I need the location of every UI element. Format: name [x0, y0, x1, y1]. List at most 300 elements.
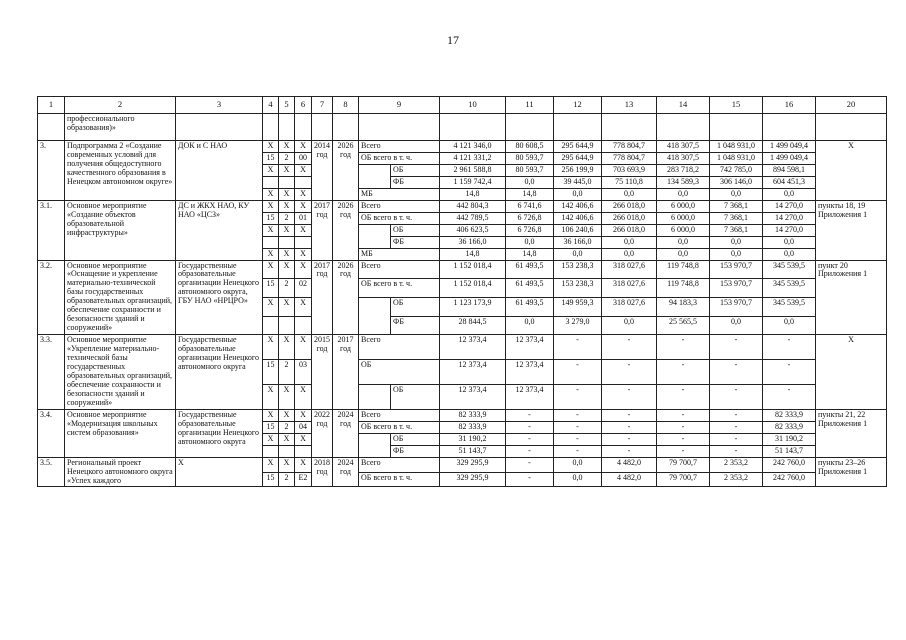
year-start: 2014 год — [312, 141, 333, 201]
section-note: Х — [816, 335, 887, 410]
section-number: 3.2. — [38, 260, 65, 335]
source-label: ОБ всего в т. ч. — [359, 472, 440, 487]
code-b: 2 — [279, 152, 295, 164]
value-cell: - — [710, 433, 763, 445]
value-cell: 4 121 331,2 — [440, 152, 506, 164]
value-cell: 6 741,6 — [506, 200, 554, 212]
source-spacer — [359, 297, 391, 316]
value-cell: 119 748,8 — [657, 279, 710, 298]
section-note: Х — [816, 141, 887, 201]
value-cell: - — [554, 433, 602, 445]
empty-cell — [359, 114, 440, 141]
code-a: Х — [263, 188, 279, 200]
value-cell: 1 499 049,4 — [763, 152, 816, 164]
code-a: Х — [263, 433, 279, 445]
value-cell: - — [710, 384, 763, 409]
code-a — [263, 316, 279, 335]
value-cell: - — [710, 335, 763, 360]
code-a: Х — [263, 409, 279, 421]
source-label: ОБ — [391, 297, 440, 316]
value-cell: 418 307,5 — [657, 141, 710, 153]
value-cell: 12 373,4 — [440, 360, 506, 385]
code-a: Х — [263, 457, 279, 472]
value-cell: - — [554, 445, 602, 457]
value-cell: 82 333,9 — [440, 409, 506, 421]
value-cell: - — [657, 421, 710, 433]
value-cell: 79 700,7 — [657, 472, 710, 487]
value-cell: 3 279,0 — [554, 316, 602, 335]
source-spacer — [359, 384, 391, 409]
code-b: Х — [279, 164, 295, 176]
code-c: 00 — [295, 152, 312, 164]
code-b: Х — [279, 141, 295, 153]
value-cell: - — [602, 445, 657, 457]
section-executor: Государственные образовательные организации Ненецкого автономного округа — [176, 409, 263, 457]
header-cell: 12 — [554, 97, 602, 114]
source-label: ФБ — [391, 445, 440, 457]
value-cell: 442 789,5 — [440, 212, 506, 224]
value-cell: 0,0 — [710, 236, 763, 248]
value-cell: 0,0 — [710, 188, 763, 200]
header-row — [38, 97, 887, 114]
value-cell: 0,0 — [602, 248, 657, 260]
value-cell: 1 152 018,4 — [440, 279, 506, 298]
source-label: ОБ — [391, 433, 440, 445]
source-spacer — [359, 236, 391, 248]
value-cell: 14 270,0 — [763, 224, 816, 236]
value-cell: 51 143,7 — [763, 445, 816, 457]
code-c — [295, 316, 312, 335]
value-cell: - — [710, 409, 763, 421]
value-cell: 0,0 — [763, 236, 816, 248]
value-cell: - — [554, 335, 602, 360]
source-label: ФБ — [391, 316, 440, 335]
value-cell: 6 726,8 — [506, 212, 554, 224]
value-cell: 0,0 — [602, 316, 657, 335]
value-cell: 14 270,0 — [763, 200, 816, 212]
header-cell: 13 — [602, 97, 657, 114]
section-note: пункты 18, 19 Приложения 1 — [816, 200, 887, 260]
header-cell: 20 — [816, 97, 887, 114]
code-c: Х — [295, 409, 312, 421]
code-c: Х — [295, 164, 312, 176]
empty-cell — [263, 114, 279, 141]
header-cell: 8 — [333, 97, 359, 114]
value-cell: - — [506, 457, 554, 472]
value-cell: 12 373,4 — [440, 335, 506, 360]
empty-cell — [602, 114, 657, 141]
header-cell: 4 — [263, 97, 279, 114]
header-cell: 9 — [359, 97, 440, 114]
value-cell: - — [602, 421, 657, 433]
code-c: 03 — [295, 360, 312, 385]
value-cell: - — [554, 409, 602, 421]
table-row — [38, 260, 887, 279]
value-cell: 283 718,2 — [657, 164, 710, 176]
code-b: Х — [279, 188, 295, 200]
value-cell: 1 048 931,0 — [710, 141, 763, 153]
value-cell: 12 373,4 — [506, 384, 554, 409]
source-spacer — [359, 316, 391, 335]
value-cell: 1 499 049,4 — [763, 141, 816, 153]
code-a: Х — [263, 141, 279, 153]
value-cell: 778 804,7 — [602, 152, 657, 164]
value-cell: 153 970,7 — [710, 260, 763, 279]
value-cell: 7 368,1 — [710, 200, 763, 212]
value-cell: 142 406,6 — [554, 200, 602, 212]
header-cell: 10 — [440, 97, 506, 114]
continuation-row — [38, 114, 887, 141]
header-cell: 5 — [279, 97, 295, 114]
value-cell: 318 027,6 — [602, 279, 657, 298]
section-number: 3.3. — [38, 335, 65, 410]
value-cell: 0,0 — [710, 316, 763, 335]
code-a — [263, 236, 279, 248]
value-cell: 0,0 — [657, 248, 710, 260]
value-cell: 51 143,7 — [440, 445, 506, 457]
source-spacer — [359, 433, 391, 445]
code-a: Х — [263, 384, 279, 409]
empty-cell — [176, 114, 263, 141]
year-start: 2017 год — [312, 260, 333, 335]
value-cell: 0,0 — [657, 188, 710, 200]
code-a: Х — [263, 248, 279, 260]
code-a: Х — [263, 224, 279, 236]
year-end: 2024 год — [333, 409, 359, 457]
value-cell: 0,0 — [763, 188, 816, 200]
code-a: 15 — [263, 212, 279, 224]
source-label: Всего — [359, 260, 440, 279]
value-cell: 80 593,7 — [506, 152, 554, 164]
value-cell: 14,8 — [440, 248, 506, 260]
value-cell: 7 368,1 — [710, 224, 763, 236]
code-c: 01 — [295, 212, 312, 224]
value-cell: 406 623,5 — [440, 224, 506, 236]
code-c: 04 — [295, 421, 312, 433]
code-b: 2 — [279, 212, 295, 224]
value-cell: - — [763, 335, 816, 360]
value-cell: 0,0 — [657, 236, 710, 248]
value-cell: 106 240,6 — [554, 224, 602, 236]
code-a: 15 — [263, 472, 279, 487]
header-cell: 11 — [506, 97, 554, 114]
value-cell: 418 307,5 — [657, 152, 710, 164]
code-b: Х — [279, 248, 295, 260]
table-row — [38, 335, 887, 360]
source-label: Всего — [359, 409, 440, 421]
section-name: Основное мероприятие «Модернизация школьных систем образования» — [65, 409, 176, 457]
code-b: 2 — [279, 279, 295, 298]
code-c: Х — [295, 457, 312, 472]
value-cell: - — [657, 335, 710, 360]
value-cell: - — [657, 360, 710, 385]
value-cell: 604 451,3 — [763, 176, 816, 188]
code-a: Х — [263, 335, 279, 360]
value-cell: 0,0 — [602, 188, 657, 200]
source-label: ФБ — [391, 236, 440, 248]
code-c — [295, 445, 312, 457]
code-c — [295, 176, 312, 188]
source-label: Всего — [359, 141, 440, 153]
value-cell: 242 760,0 — [763, 472, 816, 487]
code-b: Х — [279, 433, 295, 445]
value-cell: 94 183,3 — [657, 297, 710, 316]
value-cell: - — [763, 384, 816, 409]
year-end: 2026 год — [333, 260, 359, 335]
code-c: Х — [295, 260, 312, 279]
year-start: 2022 год — [312, 409, 333, 457]
value-cell: 742 785,0 — [710, 164, 763, 176]
code-a: Х — [263, 297, 279, 316]
value-cell: 329 295,9 — [440, 472, 506, 487]
continuation-text: профессионального образования)» — [65, 114, 176, 141]
year-end: 2024 год — [333, 457, 359, 487]
value-cell: 0,0 — [506, 316, 554, 335]
table-row — [38, 200, 887, 212]
code-c: Х — [295, 188, 312, 200]
code-c: Х — [295, 384, 312, 409]
value-cell: - — [657, 445, 710, 457]
value-cell: 7 368,1 — [710, 212, 763, 224]
header-cell: 7 — [312, 97, 333, 114]
code-b: Х — [279, 457, 295, 472]
value-cell: 82 333,9 — [763, 421, 816, 433]
code-b: 2 — [279, 472, 295, 487]
value-cell: 242 760,0 — [763, 457, 816, 472]
value-cell: 79 700,7 — [657, 457, 710, 472]
section-number: 3.1. — [38, 200, 65, 260]
code-a — [263, 176, 279, 188]
source-label: ОБ всего в т. ч. — [359, 152, 440, 164]
value-cell: 4 482,0 — [602, 472, 657, 487]
program-table — [37, 96, 887, 487]
code-c: Х — [295, 224, 312, 236]
value-cell: 894 598,1 — [763, 164, 816, 176]
year-start: 2018 год — [312, 457, 333, 487]
empty-cell — [710, 114, 763, 141]
section-number: 3.4. — [38, 409, 65, 457]
code-b: 2 — [279, 421, 295, 433]
page-number: 17 — [447, 33, 459, 47]
source-label: ОБ всего в т. ч. — [359, 279, 440, 298]
value-cell: 149 959,3 — [554, 297, 602, 316]
source-label: Всего — [359, 200, 440, 212]
value-cell: 12 373,4 — [506, 360, 554, 385]
value-cell: 0,0 — [554, 188, 602, 200]
section-executor: Х — [176, 457, 263, 487]
code-a: 15 — [263, 279, 279, 298]
value-cell: - — [602, 360, 657, 385]
value-cell: 0,0 — [763, 316, 816, 335]
value-cell: 2 353,2 — [710, 472, 763, 487]
value-cell: - — [657, 384, 710, 409]
source-label: ОБ — [359, 360, 440, 385]
code-c: Х — [295, 248, 312, 260]
value-cell: - — [506, 445, 554, 457]
value-cell: - — [657, 433, 710, 445]
value-cell: 14,8 — [506, 248, 554, 260]
header-cell: 3 — [176, 97, 263, 114]
value-cell: 12 373,4 — [440, 384, 506, 409]
value-cell: 36 166,0 — [554, 236, 602, 248]
value-cell: 0,0 — [554, 472, 602, 487]
section-note: пункты 21, 22 Приложения 1 — [816, 409, 887, 457]
value-cell: 14 270,0 — [763, 212, 816, 224]
value-cell: - — [763, 360, 816, 385]
value-cell: - — [506, 409, 554, 421]
value-cell: 36 166,0 — [440, 236, 506, 248]
value-cell: 318 027,6 — [602, 260, 657, 279]
code-c: Х — [295, 297, 312, 316]
code-c: 02 — [295, 279, 312, 298]
code-c: Е2 — [295, 472, 312, 487]
code-b — [279, 445, 295, 457]
value-cell: 256 199,9 — [554, 164, 602, 176]
value-cell: 153 238,3 — [554, 279, 602, 298]
section-executor: ДС и ЖКХ НАО, КУ НАО «ЦСЗ» — [176, 200, 263, 260]
source-label: ОБ — [391, 384, 440, 409]
value-cell: 134 589,3 — [657, 176, 710, 188]
code-a: 15 — [263, 421, 279, 433]
source-spacer — [359, 224, 391, 236]
code-c: Х — [295, 200, 312, 212]
empty-cell — [816, 114, 887, 141]
source-label: МБ — [359, 188, 440, 200]
value-cell: 14,8 — [506, 188, 554, 200]
value-cell: 119 748,8 — [657, 260, 710, 279]
empty-cell — [279, 114, 295, 141]
code-b: Х — [279, 384, 295, 409]
year-end: 2017 год — [333, 335, 359, 410]
source-label: ОБ — [391, 224, 440, 236]
value-cell: 0,0 — [554, 457, 602, 472]
empty-cell — [333, 114, 359, 141]
value-cell: - — [710, 421, 763, 433]
empty-cell — [312, 114, 333, 141]
value-cell: - — [506, 433, 554, 445]
value-cell: 2 353,2 — [710, 457, 763, 472]
value-cell: 153 970,7 — [710, 297, 763, 316]
value-cell: 266 018,0 — [602, 212, 657, 224]
header-cell: 15 — [710, 97, 763, 114]
empty-cell — [440, 114, 506, 141]
table-row — [38, 457, 887, 472]
section-number: 3. — [38, 141, 65, 201]
num-cell — [38, 114, 65, 141]
code-c: Х — [295, 141, 312, 153]
value-cell: 2 961 588,8 — [440, 164, 506, 176]
value-cell: 6 000,0 — [657, 212, 710, 224]
value-cell: - — [554, 421, 602, 433]
year-start: 2017 год — [312, 200, 333, 260]
value-cell: - — [710, 445, 763, 457]
value-cell: 28 844,5 — [440, 316, 506, 335]
value-cell: - — [602, 433, 657, 445]
year-start: 2015 год — [312, 335, 333, 410]
value-cell: 75 110,8 — [602, 176, 657, 188]
value-cell: - — [506, 421, 554, 433]
code-a: 15 — [263, 360, 279, 385]
value-cell: 61 493,5 — [506, 297, 554, 316]
value-cell: 345 539,5 — [763, 279, 816, 298]
value-cell: 0,0 — [506, 236, 554, 248]
value-cell: 142 406,6 — [554, 212, 602, 224]
code-a: Х — [263, 200, 279, 212]
value-cell: 295 644,9 — [554, 152, 602, 164]
source-label: Всего — [359, 457, 440, 472]
value-cell: 442 804,3 — [440, 200, 506, 212]
value-cell: 4 121 346,0 — [440, 141, 506, 153]
value-cell: 0,0 — [554, 248, 602, 260]
empty-cell — [295, 114, 312, 141]
value-cell: 0,0 — [710, 248, 763, 260]
section-note: пункты 23–26 Приложения 1 — [816, 457, 887, 487]
table-row — [38, 141, 887, 153]
value-cell: 31 190,2 — [440, 433, 506, 445]
value-cell: 4 482,0 — [602, 457, 657, 472]
value-cell: 778 804,7 — [602, 141, 657, 153]
value-cell: - — [602, 409, 657, 421]
source-label: Всего — [359, 335, 440, 360]
value-cell: 14,8 — [440, 188, 506, 200]
source-spacer — [359, 164, 391, 176]
value-cell: 318 027,6 — [602, 297, 657, 316]
value-cell: 31 190,2 — [763, 433, 816, 445]
source-label: ОБ — [391, 164, 440, 176]
value-cell: 266 018,0 — [602, 200, 657, 212]
source-spacer — [359, 445, 391, 457]
value-cell: 306 146,0 — [710, 176, 763, 188]
code-c — [295, 236, 312, 248]
code-b — [279, 316, 295, 335]
value-cell: 1 152 018,4 — [440, 260, 506, 279]
value-cell: 6 726,8 — [506, 224, 554, 236]
section-note: пункт 20 Приложения 1 — [816, 260, 887, 335]
value-cell: 329 295,9 — [440, 457, 506, 472]
header-cell: 14 — [657, 97, 710, 114]
section-executor: Государственные образовательные организации Ненецкого автономного округа — [176, 335, 263, 410]
value-cell: 153 970,7 — [710, 279, 763, 298]
value-cell: 345 539,5 — [763, 260, 816, 279]
value-cell: - — [602, 384, 657, 409]
code-b: Х — [279, 200, 295, 212]
source-label: ОБ всего в т. ч. — [359, 421, 440, 433]
value-cell: 61 493,5 — [506, 260, 554, 279]
header-cell: 16 — [763, 97, 816, 114]
value-cell: 266 018,0 — [602, 224, 657, 236]
section-name: Основное мероприятие «Создание объектов образовательной инфраструктуры» — [65, 200, 176, 260]
value-cell: 1 048 931,0 — [710, 152, 763, 164]
value-cell: - — [602, 335, 657, 360]
value-cell: 0,0 — [763, 248, 816, 260]
value-cell: 153 238,3 — [554, 260, 602, 279]
year-end: 2026 год — [333, 200, 359, 260]
value-cell: 295 644,9 — [554, 141, 602, 153]
value-cell: 12 373,4 — [506, 335, 554, 360]
empty-cell — [554, 114, 602, 141]
section-name: Основное мероприятие «Оснащение и укрепление материально-технической базы государственных образовательных организаций, обеспечение сохранности и безопасности зданий и сооружений» — [65, 260, 176, 335]
code-a: Х — [263, 164, 279, 176]
value-cell: 1 159 742,4 — [440, 176, 506, 188]
section-executor: ДОК и С НАО — [176, 141, 263, 201]
header-cell: 1 — [38, 97, 65, 114]
code-a — [263, 445, 279, 457]
section-name: Региональный проект Ненецкого автономного округа «Успех каждого — [65, 457, 176, 487]
value-cell: 1 123 173,9 — [440, 297, 506, 316]
code-c: Х — [295, 433, 312, 445]
value-cell: - — [710, 360, 763, 385]
code-b: Х — [279, 409, 295, 421]
